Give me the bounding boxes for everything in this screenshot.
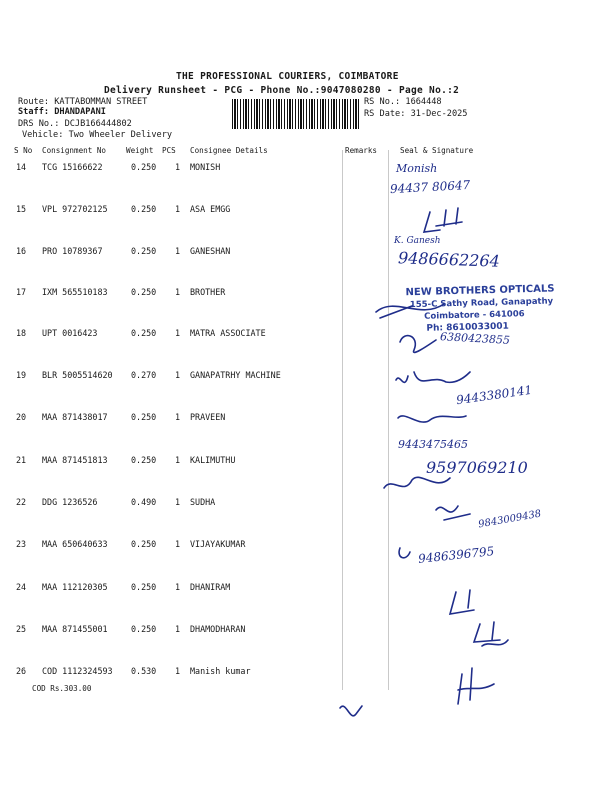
row-consignee: DHANIRAM	[190, 582, 231, 592]
row-pcs: 1	[175, 162, 181, 172]
row-sno: 17	[16, 287, 27, 297]
row-sno: 16	[16, 246, 27, 256]
row-consignment-no: MAA 112120305	[42, 582, 108, 592]
row-sno: 14	[16, 162, 27, 172]
row-consignee: GANESHAN	[190, 246, 231, 256]
row-weight: 0.490	[131, 497, 157, 507]
row-pcs: 1	[175, 624, 181, 634]
row-consignment-no: VPL 972702125	[42, 204, 108, 214]
row-consignee: GANAPATRHY MACHINE	[190, 370, 281, 380]
row-consignee: Manish kumar	[190, 666, 251, 676]
row-sno: 24	[16, 582, 27, 592]
row-pcs: 1	[175, 455, 181, 465]
row-pcs: 1	[175, 497, 181, 507]
signature-row23	[399, 548, 410, 558]
handwritten-phone: 9486662264	[397, 248, 501, 271]
signature-footer	[340, 706, 362, 716]
signature-row19	[396, 372, 470, 382]
row-consignee: KALIMUTHU	[190, 455, 236, 465]
stamp-line: Coimbatore - 641006	[424, 309, 525, 322]
col-remarks: Remarks	[345, 146, 378, 155]
row-weight: 0.250	[131, 624, 157, 634]
signature-row15	[424, 208, 462, 232]
runsheet-subtitle: Delivery Runsheet - PCG - Phone No.:9047080280 - Page No.:2	[104, 85, 460, 96]
row-weight: 0.250	[131, 246, 157, 256]
row-pcs: 1	[175, 370, 181, 380]
row-sno: 18	[16, 328, 27, 338]
signature-row22b	[436, 506, 470, 520]
stamp-line: 155-C Sathy Road, Ganapathy	[409, 296, 554, 311]
row-consignment-no: DDG 1236526	[42, 497, 98, 507]
row-consignee: VIJAYAKUMAR	[190, 539, 246, 549]
row-sno: 25	[16, 624, 27, 634]
row-consignment-no: MAA 871451813	[42, 455, 108, 465]
row-pcs: 1	[175, 328, 181, 338]
col-consignee: Consignee Details	[190, 146, 268, 155]
row-consignment-no: MAA 871455001	[42, 624, 108, 634]
company-title: THE PROFESSIONAL COURIERS, COIMBATORE	[176, 71, 399, 82]
handwritten-phone: 9486396795	[417, 544, 495, 566]
drs-number: DRS No.: DCJB166444802	[18, 119, 132, 129]
signature-row26	[458, 668, 494, 704]
signature-row22	[384, 477, 450, 488]
handwritten-phone: 94437 80647	[389, 177, 471, 197]
row-weight: 0.250	[131, 412, 157, 422]
row-weight: 0.250	[131, 455, 157, 465]
row-consignment-no: MAA 871438017	[42, 412, 108, 422]
row-pcs: 1	[175, 287, 181, 297]
row-sno: 26	[16, 666, 27, 676]
row-weight: 0.250	[131, 204, 157, 214]
handwritten-phone: 9843009438	[477, 508, 543, 531]
staff-label: Staff: DHANDAPANI	[18, 107, 106, 117]
handwritten-name: K. Ganesh	[394, 236, 441, 246]
row-consignment-no: MAA 650640633	[42, 539, 108, 549]
row-sno: 15	[16, 204, 27, 214]
row-consignee: ASA EMGG	[190, 204, 231, 214]
row-consignee: MONISH	[190, 162, 221, 172]
cod-note: COD Rs.303.00	[32, 684, 92, 693]
col-seal-signature: Seal & Signature	[400, 146, 474, 155]
row-sno: 21	[16, 455, 27, 465]
handwritten-phone: 9597069210	[426, 458, 528, 477]
handwritten-phone: 6380423855	[439, 330, 511, 347]
row-consignment-no: BLR 5005514620	[42, 370, 113, 380]
vehicle-label: Vehicle: Two Wheeler Delivery	[22, 130, 173, 140]
row-consignee: DHAMODHARAN	[190, 624, 246, 634]
signature-row18	[400, 336, 436, 353]
row-pcs: 1	[175, 666, 181, 676]
signature-row25	[474, 622, 508, 646]
row-weight: 0.270	[131, 370, 157, 380]
signature-row24	[450, 590, 474, 614]
row-consignee: MATRA ASSOCIATE	[190, 328, 266, 338]
row-pcs: 1	[175, 204, 181, 214]
row-consignment-no: TCG 15166622	[42, 162, 103, 172]
col-weight: Weight	[126, 146, 154, 155]
rs-date: RS Date: 31-Dec-2025	[364, 109, 468, 119]
row-consignment-no: UPT 0016423	[42, 328, 98, 338]
row-sno: 19	[16, 370, 27, 380]
handwritten-name: Monish	[396, 162, 438, 175]
row-consignment-no: PRO 10789367	[42, 246, 103, 256]
row-consignment-no: COD 1112324593	[42, 666, 113, 676]
row-consignee: SUDHA	[190, 497, 216, 507]
row-pcs: 1	[175, 582, 181, 592]
row-sno: 23	[16, 539, 27, 549]
row-consignee: BROTHER	[190, 287, 226, 297]
col-sno: S No	[14, 146, 33, 155]
col-consignment: Consignment No	[42, 146, 107, 155]
row-weight: 0.250	[131, 162, 157, 172]
row-weight: 0.250	[131, 328, 157, 338]
route-label: Route: KATTABOMMAN STREET	[18, 97, 148, 107]
signature-row20	[398, 416, 466, 422]
row-sno: 20	[16, 412, 27, 422]
row-pcs: 1	[175, 412, 181, 422]
handwritten-phone: 9443380141	[455, 382, 533, 408]
signature-row17	[376, 304, 444, 318]
stamp-line: NEW BROTHERS OPTICALS	[405, 283, 555, 299]
row-weight: 0.250	[131, 287, 157, 297]
row-weight: 0.530	[131, 666, 157, 676]
row-weight: 0.250	[131, 582, 157, 592]
handwritten-phone: 9443475465	[398, 438, 468, 451]
row-pcs: 1	[175, 246, 181, 256]
rs-number: RS No.: 1664448	[364, 97, 442, 107]
col-pcs: PCS	[162, 146, 176, 155]
row-sno: 22	[16, 497, 27, 507]
row-weight: 0.250	[131, 539, 157, 549]
row-consignment-no: IXM 565510183	[42, 287, 108, 297]
row-consignee: PRAVEEN	[190, 412, 226, 422]
stamp-line: Ph: 8610033001	[426, 321, 509, 334]
row-pcs: 1	[175, 539, 181, 549]
